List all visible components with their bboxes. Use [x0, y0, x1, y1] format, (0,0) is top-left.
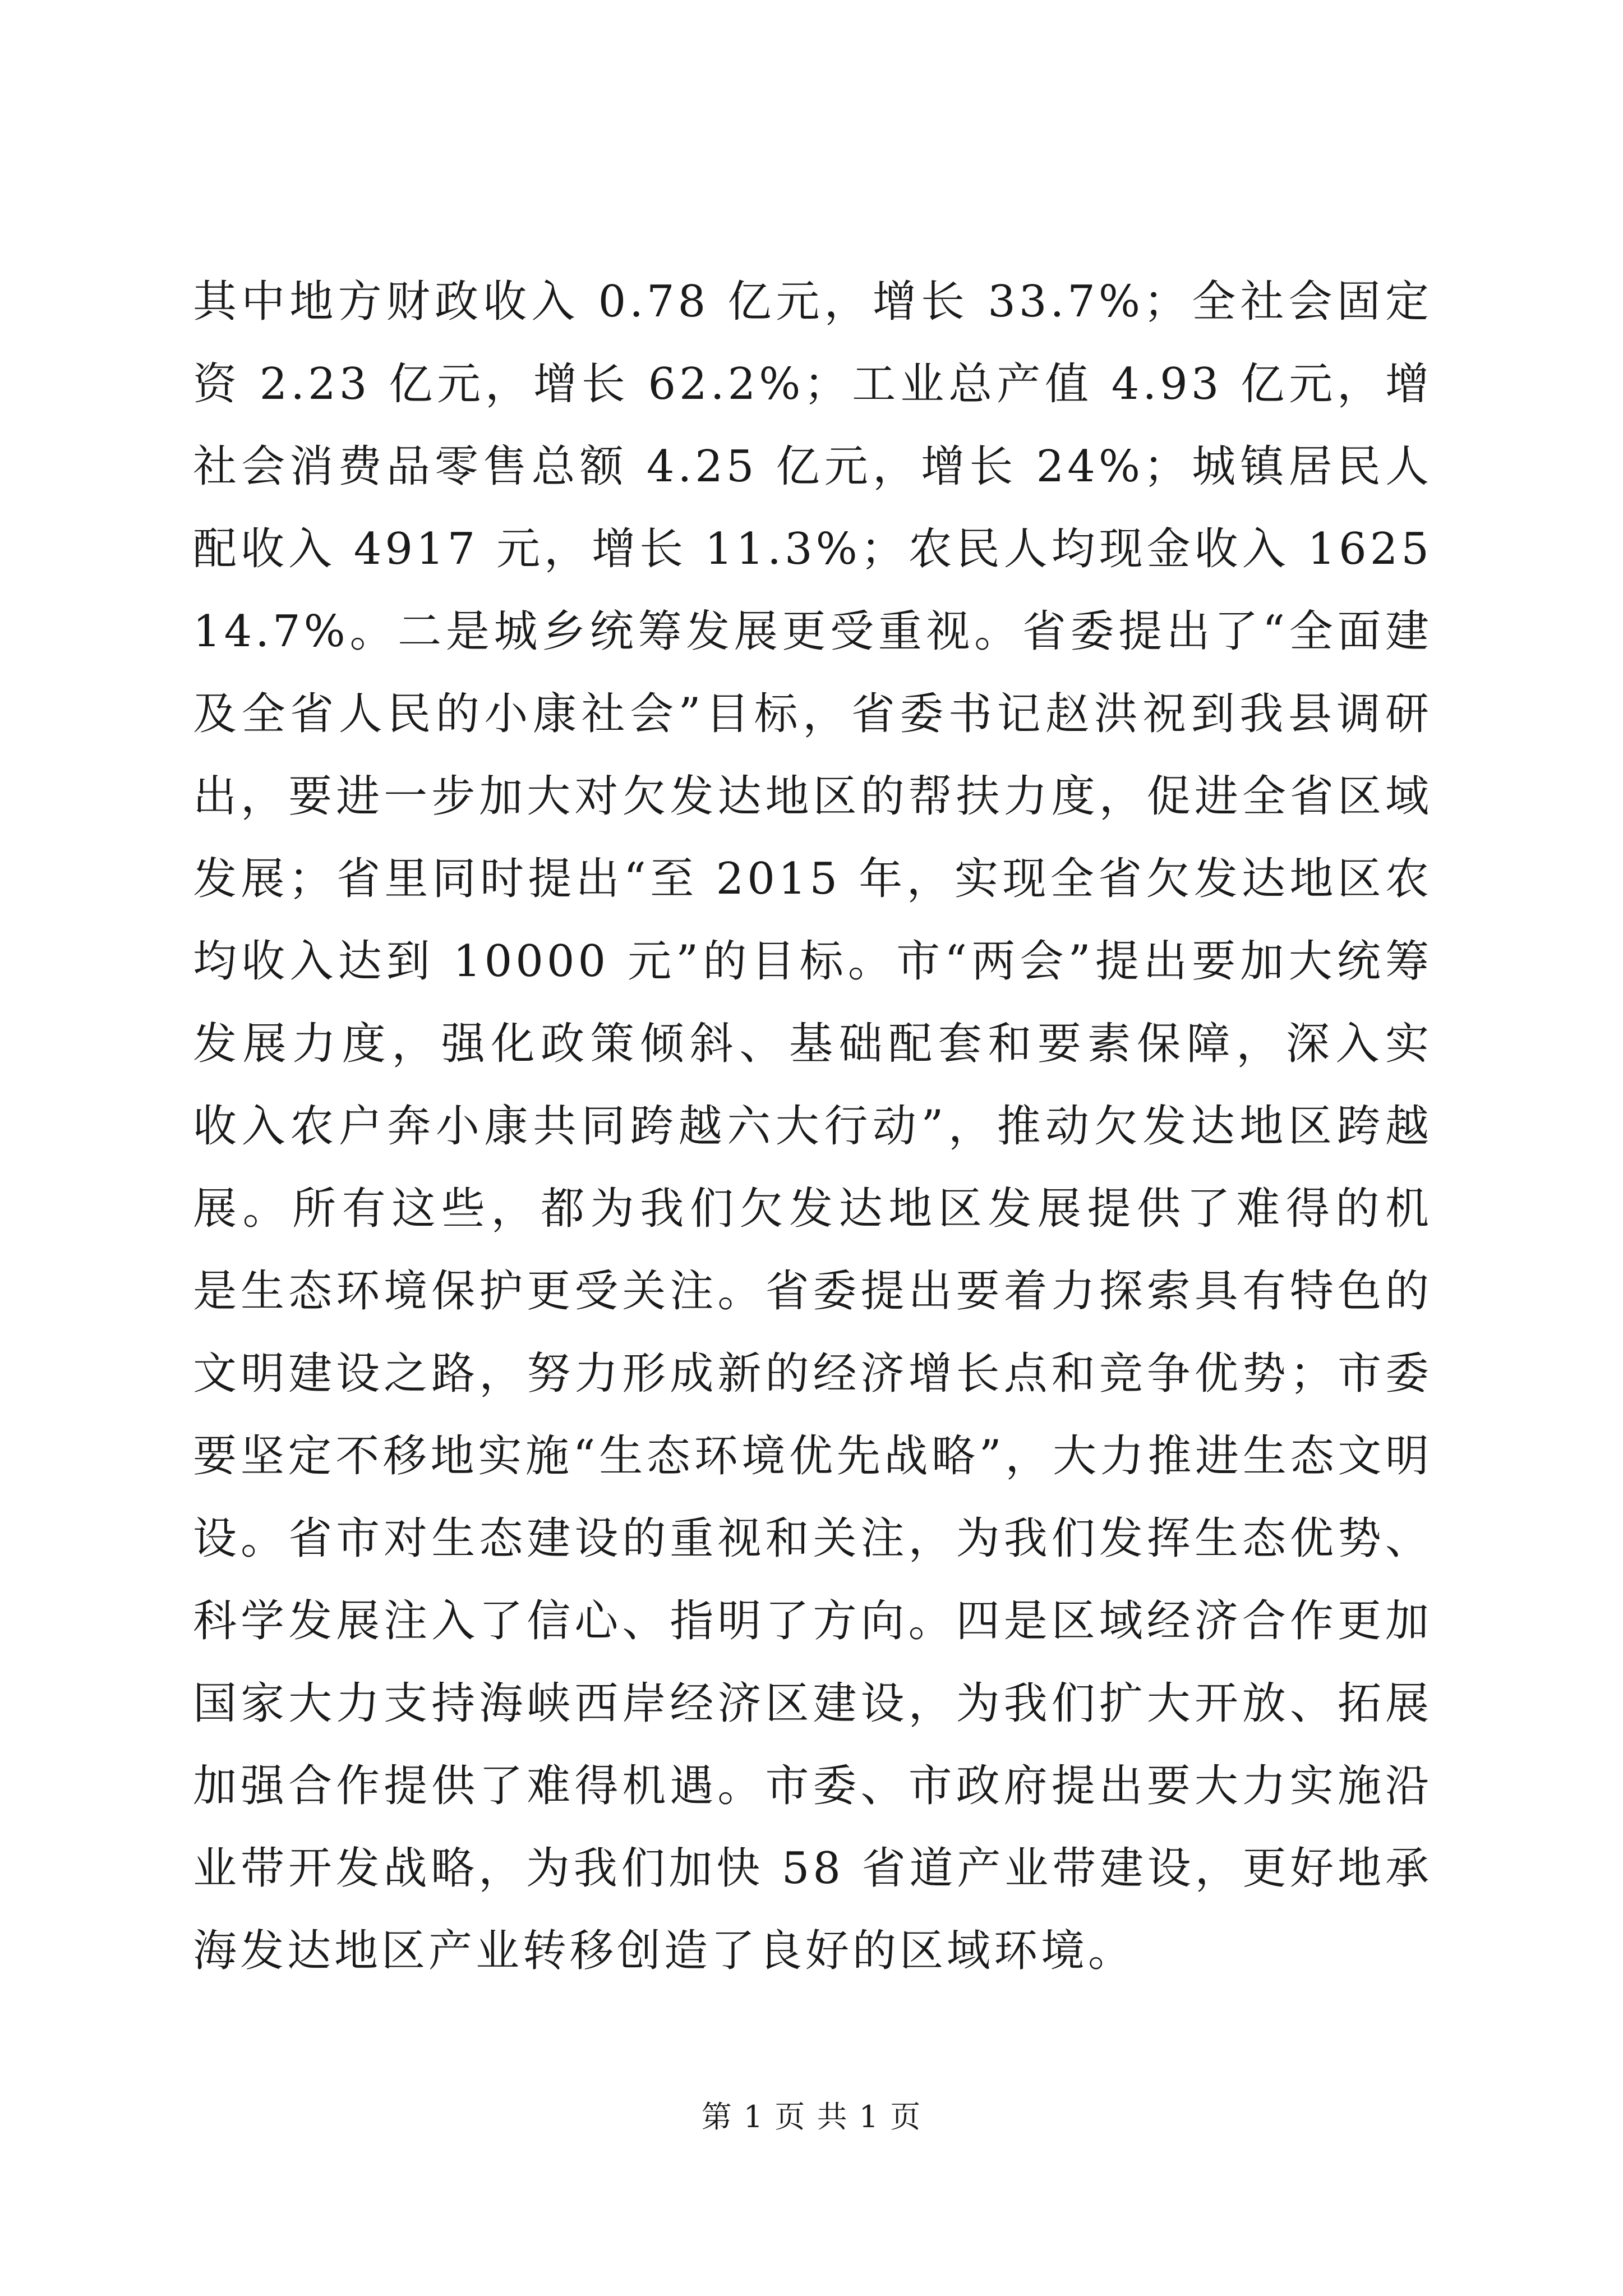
- text-line: 均收入达到 10000 元”的目标。市“两会”提出要加大统筹: [193, 936, 1432, 987]
- text-line: 是生态环境保护更受关注。省委提出要着力探索具有特色的: [193, 1266, 1432, 1317]
- text-line: 国家大力支持海峡西岸经济区建设，为我们扩大开放、拓展: [193, 1678, 1432, 1729]
- text-line: 配收入 4917 元，增长 11.3%；农民人均现金收入 1625: [193, 524, 1432, 574]
- text-line: 出，要进一步加大对欠发达地区的帮扶力度，促进全省区域: [193, 771, 1432, 822]
- text-line-last: 海发达地区产业转移创造了良好的区域环境。: [193, 1926, 1136, 1976]
- text-line: 加强合作提供了难得机遇。市委、市政府提出要大力实施沿: [193, 1761, 1432, 1811]
- text-line: 资 2.23 亿元，增长 62.2%；工业总产值 4.93 亿元，增: [193, 359, 1432, 409]
- text-line: 业带开发战略，为我们加快 58 省道产业带建设，更好地承: [193, 1843, 1432, 1894]
- text-line: 及全省人民的小康社会”目标，省委书记赵洪祝到我县调研: [193, 689, 1432, 739]
- body-text: [193, 261, 1432, 1993]
- page-footer: 第 1 页 共 1 页: [701, 2099, 922, 2134]
- text-line: 展。所有这些，都为我们欠发达地区发展提供了难得的机: [193, 1184, 1432, 1234]
- text-line: 发展；省里同时提出“至 2015 年，实现全省欠发达地区农: [193, 854, 1432, 904]
- text-line: 设。省市对生态建设的重视和关注，为我们发挥生态优势、: [193, 1513, 1432, 1564]
- text-line: 收入农户奔小康共同跨越六大行动”，推动欠发达地区跨越: [193, 1101, 1432, 1152]
- text-line: 科学发展注入了信心、指明了方向。四是区域经济合作更加: [193, 1596, 1432, 1646]
- text-line: 发展力度，强化政策倾斜、基础配套和要素保障，深入实: [193, 1019, 1432, 1069]
- text-line: 文明建设之路，努力形成新的经济增长点和竞争优势；市委: [193, 1349, 1432, 1399]
- text-line: 要坚定不移地实施“生态环境优先战略”，大力推进生态文明: [193, 1431, 1432, 1481]
- text-line: 其中地方财政收入 0.78 亿元，增长 33.7%；全社会固定: [193, 277, 1432, 327]
- text-line: 14.7%。二是城乡统筹发展更受重视。省委提出了“全面建: [193, 606, 1432, 657]
- text-line: 社会消费品零售总额 4.25 亿元，增长 24%；城镇居民人: [193, 441, 1432, 492]
